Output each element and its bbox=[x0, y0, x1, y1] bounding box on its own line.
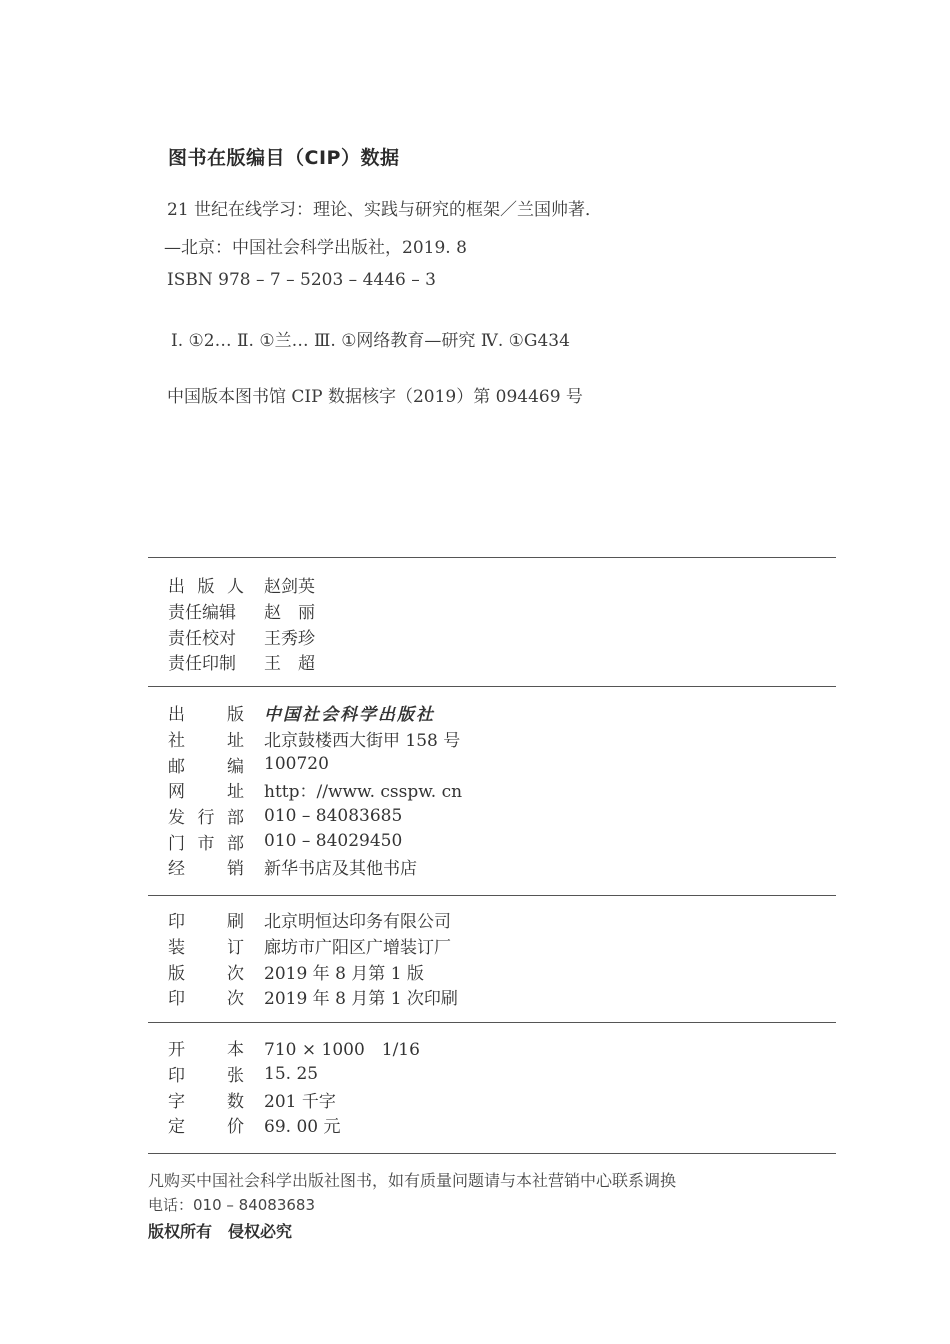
info-row bbox=[168, 1112, 420, 1138]
info-row bbox=[168, 1086, 420, 1112]
info-row bbox=[168, 828, 462, 854]
info-value: 710 × 1000 1/16 bbox=[264, 1040, 420, 1061]
cip-record-number-line: 中国版本图书馆 CIP 数据核字（2019）第 094469 号 bbox=[167, 387, 583, 407]
info-row bbox=[168, 623, 315, 649]
info-label bbox=[168, 649, 244, 674]
info-label-char: 责任编辑 bbox=[168, 603, 236, 624]
info-value: 中国社会科学出版社 bbox=[264, 705, 435, 726]
info-label bbox=[168, 907, 244, 932]
info-label bbox=[168, 829, 244, 854]
info-label-char: 订 bbox=[227, 938, 244, 959]
info-value: 100720 bbox=[264, 754, 329, 775]
specs-block bbox=[168, 1035, 420, 1138]
info-value: 赵剑英 bbox=[264, 577, 315, 598]
divider-rule bbox=[148, 557, 836, 558]
cip-book-title-line: 21 世纪在线学习：理论、实践与研究的框架／兰国帅著． bbox=[167, 200, 603, 220]
info-label-char: 社 bbox=[168, 731, 185, 752]
staff-block bbox=[168, 572, 315, 675]
info-row bbox=[168, 933, 458, 959]
info-label-char: 刷 bbox=[227, 912, 244, 933]
info-row bbox=[168, 751, 462, 777]
info-label bbox=[168, 854, 244, 879]
info-label bbox=[168, 1087, 244, 1112]
info-label-char: 发 bbox=[168, 808, 185, 829]
info-label-char: 版 bbox=[227, 705, 244, 726]
info-value: http：//www. csspw. cn bbox=[264, 782, 463, 803]
info-value: 廊坊市广阳区广增装订厂 bbox=[264, 938, 451, 959]
info-value: 15. 25 bbox=[264, 1063, 319, 1084]
info-label-char: 邮 bbox=[168, 756, 185, 777]
info-label bbox=[168, 777, 244, 802]
cip-title: 图书在版编目（CIP）数据 bbox=[168, 147, 400, 169]
printing-block bbox=[168, 907, 458, 1010]
return-policy-note: 凡购买中国社会科学出版社图书，如有质量问题请与本社营销中心联系调换 bbox=[148, 1171, 677, 1190]
info-row bbox=[168, 958, 458, 984]
info-row bbox=[168, 984, 458, 1010]
info-label-char: 址 bbox=[227, 731, 244, 752]
info-label-char: 责任印制 bbox=[168, 654, 236, 675]
info-label-char: 张 bbox=[227, 1066, 244, 1087]
info-label bbox=[168, 933, 244, 958]
info-label-char: 印 bbox=[168, 1066, 185, 1087]
copyright-notice: 版权所有 侵权必究 bbox=[148, 1222, 293, 1241]
contact-phone: 电话：010 – 84083683 bbox=[148, 1196, 316, 1214]
info-row bbox=[168, 726, 462, 752]
divider-rule bbox=[148, 686, 836, 687]
info-row bbox=[168, 854, 462, 880]
info-row bbox=[168, 777, 462, 803]
info-label bbox=[168, 572, 244, 597]
info-label-char: 市 bbox=[197, 833, 215, 854]
info-value: 010 – 84083685 bbox=[264, 805, 403, 826]
info-value: 2019 年 8 月第 1 版 bbox=[264, 963, 424, 984]
info-label-char: 行 bbox=[197, 808, 215, 829]
info-label-char: 门 bbox=[168, 833, 185, 854]
info-label-char: 编 bbox=[227, 756, 244, 777]
info-row bbox=[168, 700, 462, 726]
info-value: 新华书店及其他书店 bbox=[264, 859, 417, 880]
info-label-char: 址 bbox=[227, 782, 244, 803]
info-label-char: 次 bbox=[227, 989, 244, 1010]
info-label-char: 出 bbox=[168, 705, 185, 726]
info-row bbox=[168, 572, 315, 598]
cip-publisher-line: —北京：中国社会科学出版社，2019. 8 bbox=[164, 238, 467, 258]
info-label-char: 部 bbox=[227, 808, 244, 829]
info-label-char: 装 bbox=[168, 938, 185, 959]
info-label-char: 次 bbox=[227, 963, 244, 984]
info-label bbox=[168, 984, 244, 1009]
info-value: 北京鼓楼西大街甲 158 号 bbox=[264, 731, 461, 752]
info-label-char: 开 bbox=[168, 1040, 185, 1061]
info-value: 2019 年 8 月第 1 次印刷 bbox=[264, 989, 458, 1010]
divider-rule bbox=[148, 895, 836, 896]
info-label bbox=[168, 752, 244, 777]
info-label-char: 版 bbox=[197, 577, 215, 598]
info-label-char: 本 bbox=[227, 1040, 244, 1061]
info-row bbox=[168, 803, 462, 829]
info-label-char: 印 bbox=[168, 912, 185, 933]
info-label-char: 定 bbox=[168, 1117, 185, 1138]
info-value: 赵 丽 bbox=[264, 603, 315, 624]
info-label bbox=[168, 598, 244, 623]
info-label-char: 人 bbox=[227, 577, 244, 598]
info-label bbox=[168, 624, 244, 649]
info-row bbox=[168, 649, 315, 675]
divider-rule bbox=[148, 1022, 836, 1023]
info-value: 王 超 bbox=[264, 654, 315, 675]
info-label-char: 数 bbox=[227, 1091, 244, 1112]
info-label-char: 出 bbox=[168, 577, 185, 598]
info-value: 王秀珍 bbox=[264, 628, 315, 649]
info-label-char: 网 bbox=[168, 782, 185, 803]
info-label-char: 字 bbox=[168, 1091, 185, 1112]
divider-rule bbox=[148, 1153, 836, 1154]
info-value: 201 千字 bbox=[264, 1091, 336, 1112]
info-row bbox=[168, 598, 315, 624]
info-value: 010 – 84029450 bbox=[264, 831, 403, 852]
info-label bbox=[168, 803, 244, 828]
info-label bbox=[168, 1035, 244, 1060]
info-label bbox=[168, 700, 244, 725]
info-label bbox=[168, 959, 244, 984]
info-value: 北京明恒达印务有限公司 bbox=[264, 912, 451, 933]
info-label bbox=[168, 726, 244, 751]
info-label-char: 印 bbox=[168, 989, 185, 1010]
info-label-char: 价 bbox=[227, 1117, 244, 1138]
info-value: 69. 00 元 bbox=[264, 1117, 341, 1138]
info-row bbox=[168, 1061, 420, 1087]
publication-block bbox=[168, 700, 462, 880]
info-label-char: 经 bbox=[168, 859, 185, 880]
info-label-char: 责任校对 bbox=[168, 628, 236, 649]
info-label-char: 部 bbox=[227, 833, 244, 854]
cip-isbn-line: ISBN 978 – 7 – 5203 – 4446 – 3 bbox=[167, 270, 436, 290]
info-row bbox=[168, 1035, 420, 1061]
cip-classification-line: Ⅰ. ①2… Ⅱ. ①兰… Ⅲ. ①网络教育—研究 Ⅳ. ①G434 bbox=[171, 331, 570, 351]
info-label bbox=[168, 1112, 244, 1137]
info-row bbox=[168, 907, 458, 933]
info-label-char: 版 bbox=[168, 963, 185, 984]
info-label bbox=[168, 1061, 244, 1086]
info-label-char: 销 bbox=[227, 859, 244, 880]
